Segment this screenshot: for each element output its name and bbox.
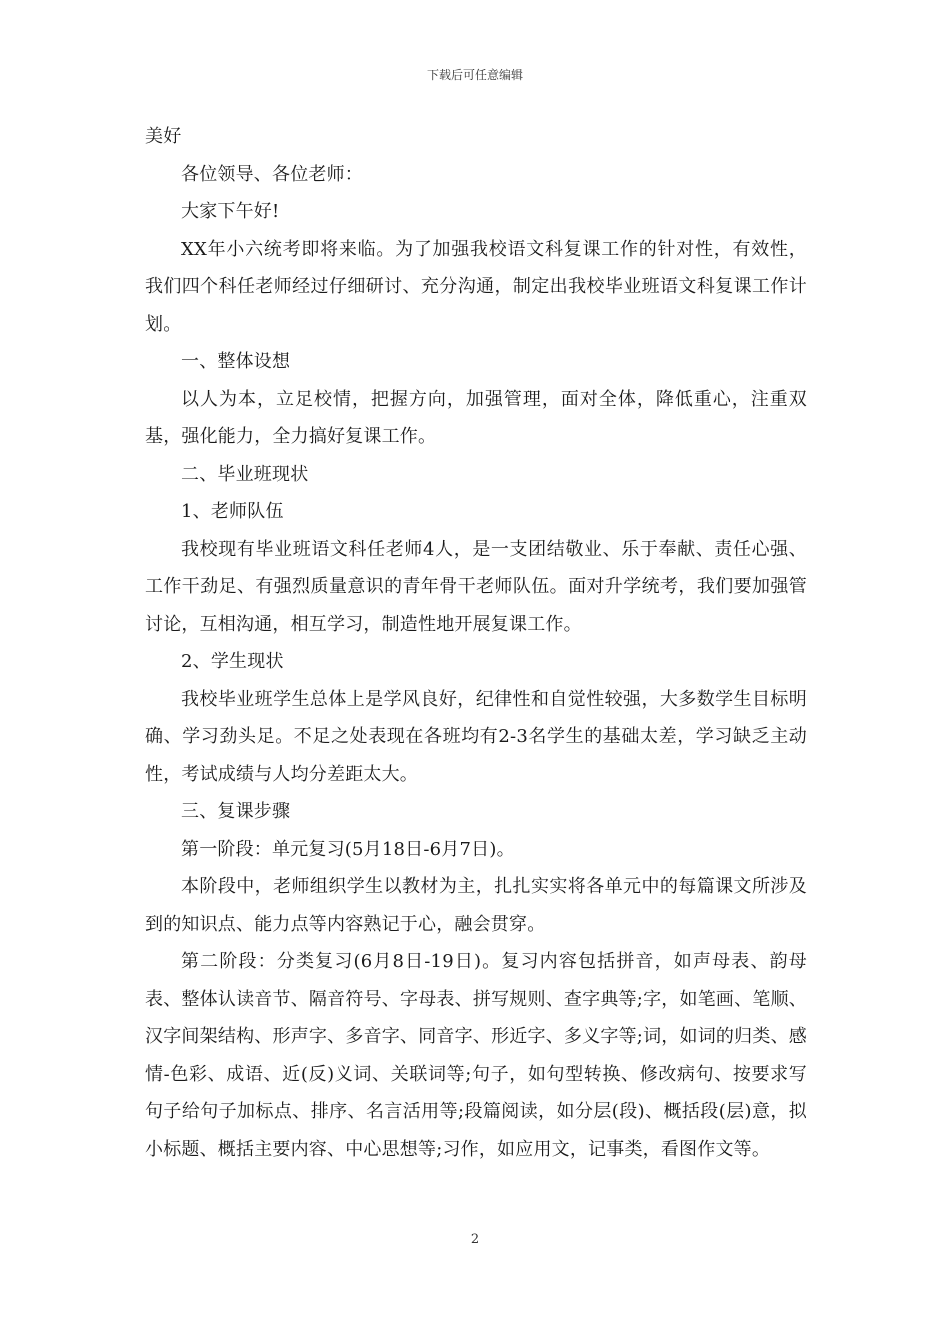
paragraph: 1、老师队伍 bbox=[181, 501, 284, 522]
paragraph: 大家下午好! bbox=[181, 201, 280, 222]
document-body bbox=[145, 118, 807, 1168]
paragraph: 一、整体设想 bbox=[181, 351, 291, 372]
paragraph: 2、学生现状 bbox=[181, 651, 284, 672]
paragraph: 本阶段中，老师组织学生以教材为主，扎扎实实将各单元中的每篇课文所涉及到的知识点、能力点等内容熟记于心，融会贯穿。 bbox=[145, 876, 807, 935]
paragraph: 我校毕业班学生总体上是学风良好，纪律性和自觉性较强，大多数学生目标明确、学习劲头足。不足之处表现在各班均有2-3名学生的基础太差，学习缺乏主动性，考试成绩与人均分差距太大。 bbox=[145, 688, 807, 785]
paragraph: 以人为本，立足校情，把握方向，加强管理，面对全体，降低重心，注重双基，强化能力，全力搞好复课工作。 bbox=[145, 388, 807, 447]
paragraph: 第一阶段：单元复习(5月18日-6月7日)。 bbox=[181, 838, 515, 860]
page-number: 2 bbox=[470, 1232, 480, 1247]
paragraph: 我校现有毕业班语文科任老师4人，是一支团结敬业、乐于奉献、责任心强、工作干劲足、有强烈质量意识的青年骨干老师队伍。面对升学统考，我们要加强管讨论，互相沟通，相互学习，制造性地开展复课工作。 bbox=[145, 538, 807, 635]
paragraph: 美好 bbox=[145, 126, 182, 147]
paragraph: XX年小六统考即将来临。为了加强我校语文科复课工作的针对性，有效性，我们四个科任老师经过仔细研讨、充分沟通，制定出我校毕业班语文科复课工作计划。 bbox=[145, 238, 807, 335]
paragraph: 各位领导、各位老师： bbox=[181, 163, 363, 185]
paragraph: 三、复课步骤 bbox=[181, 801, 291, 822]
paragraph: 第二阶段：分类复习(6月8日-19日)。复习内容包括拼音，如声母表、韵母表、整体认读音节、隔音符号、字母表、拼写规则、查字典等;字，如笔画、笔顺、汉字间架结构、形声字、多音字、同音字、形近字、多义字等;词，如词的归类、感情-色彩、成语、近(反)义词、关联词等;句子，如句型转换、修改病句、按要求写句子给句子加标点、排序、名言活用等;段篇阅读，如分层(段)、概括段(层)意，拟小标题、概括主要内容、中心思想等;习作，如应用文，记事类，看图作文等。 bbox=[145, 951, 807, 1160]
paragraph: 二、毕业班现状 bbox=[181, 463, 309, 485]
page-header: 下载后可任意编辑 bbox=[426, 68, 523, 82]
